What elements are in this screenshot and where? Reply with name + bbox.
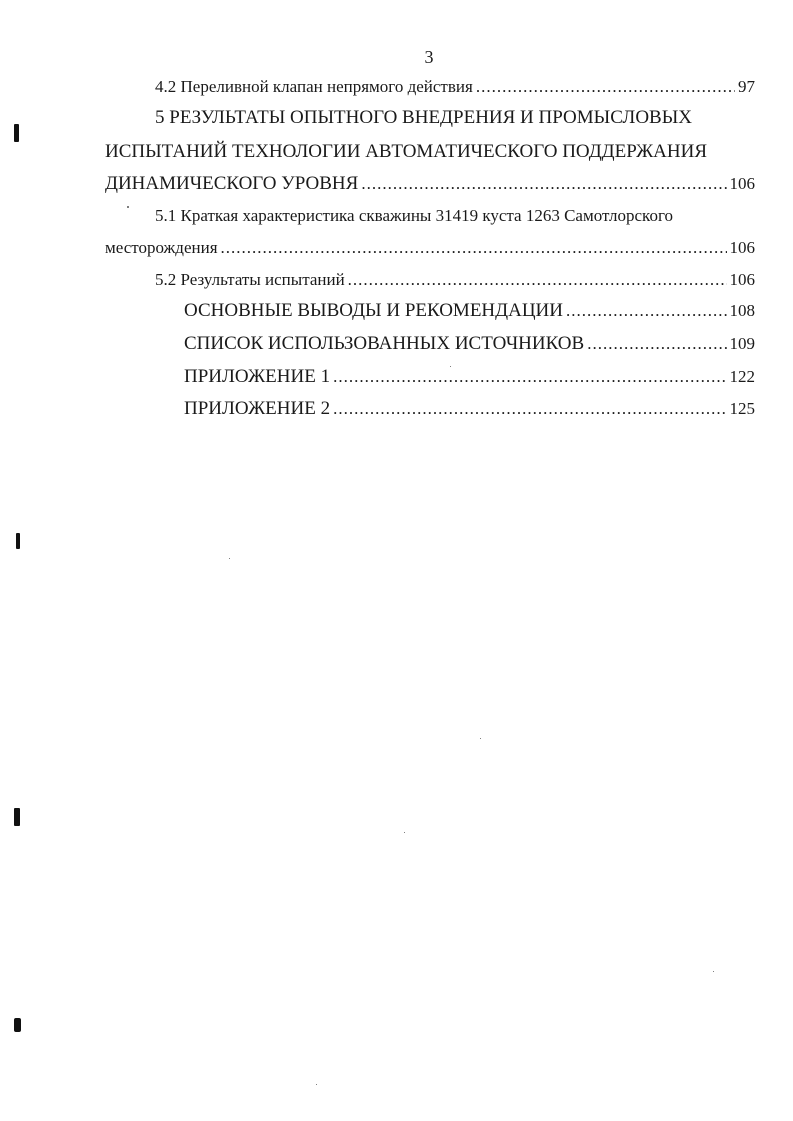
scan-speck	[229, 558, 230, 559]
toc-entry-5-1-line1: 5.1 Краткая характеристика скважины 31419 куста 1263 Самотлорского	[155, 206, 673, 225]
scan-speck	[450, 366, 451, 367]
dot-leader	[476, 77, 735, 97]
dot-leader	[587, 334, 726, 354]
toc-entry-page: 122	[729, 367, 755, 386]
scan-speck	[316, 1084, 317, 1085]
binding-hole-mark	[14, 124, 19, 142]
toc-entry-conclusions	[184, 300, 755, 322]
toc-entry-page: 109	[729, 334, 755, 353]
toc-entry-page: 106	[729, 238, 755, 257]
toc-entry-5-line2: ИСПЫТАНИЙ ТЕХНОЛОГИИ АВТОМАТИЧЕСКОГО ПОДДЕРЖАНИЯ	[105, 141, 707, 162]
toc-entry-page: 125	[729, 399, 755, 418]
scan-speck	[480, 738, 481, 739]
scan-speck	[713, 971, 714, 972]
toc-entry-appendix-2	[184, 398, 755, 420]
toc-entry-title: месторождения	[105, 238, 218, 257]
scan-speck	[404, 832, 405, 833]
toc-entry-appendix-1	[184, 366, 755, 388]
toc-entry-page: 97	[738, 77, 755, 96]
toc-entry-references	[184, 333, 755, 355]
toc-entry-page: 106	[729, 270, 755, 289]
toc-entry-4-2	[155, 77, 755, 97]
binding-hole-mark	[14, 808, 20, 826]
page-number: 3	[424, 47, 434, 67]
dot-leader	[333, 399, 726, 419]
toc-entry-title: СПИСОК ИСПОЛЬЗОВАННЫХ ИСТОЧНИКОВ	[184, 333, 585, 354]
binding-hole-mark	[16, 533, 20, 549]
toc-entry-5-1	[105, 238, 755, 258]
dot-leader	[566, 301, 727, 321]
toc-entry-title: 4.2 Переливной клапан непрямого действия	[155, 77, 473, 96]
toc-entry-page: 108	[729, 301, 755, 320]
toc-entry-title: ПРИЛОЖЕНИЕ 1	[184, 366, 331, 387]
toc-entry-5	[105, 173, 755, 195]
toc-entry-title: ПРИЛОЖЕНИЕ 2	[184, 398, 331, 419]
toc-entry-title: 5.2 Результаты испытаний	[155, 270, 345, 289]
dot-leader	[221, 238, 727, 258]
toc-entry-title: ОСНОВНЫЕ ВЫВОДЫ И РЕКОМЕНДАЦИИ	[184, 300, 563, 321]
toc-entry-page: 106	[729, 174, 755, 193]
toc-entry-title: ДИНАМИЧЕСКОГО УРОВНЯ	[105, 173, 359, 194]
toc-entry-5-2	[155, 270, 755, 290]
dot-leader	[333, 367, 726, 387]
toc-entry-5-line1: 5 РЕЗУЛЬТАТЫ ОПЫТНОГО ВНЕДРЕНИЯ И ПРОМЫСЛОВЫХ	[155, 107, 693, 128]
scan-speck	[127, 206, 129, 208]
dot-leader	[361, 174, 726, 194]
binding-hole-mark	[14, 1018, 21, 1032]
dot-leader	[348, 270, 727, 290]
